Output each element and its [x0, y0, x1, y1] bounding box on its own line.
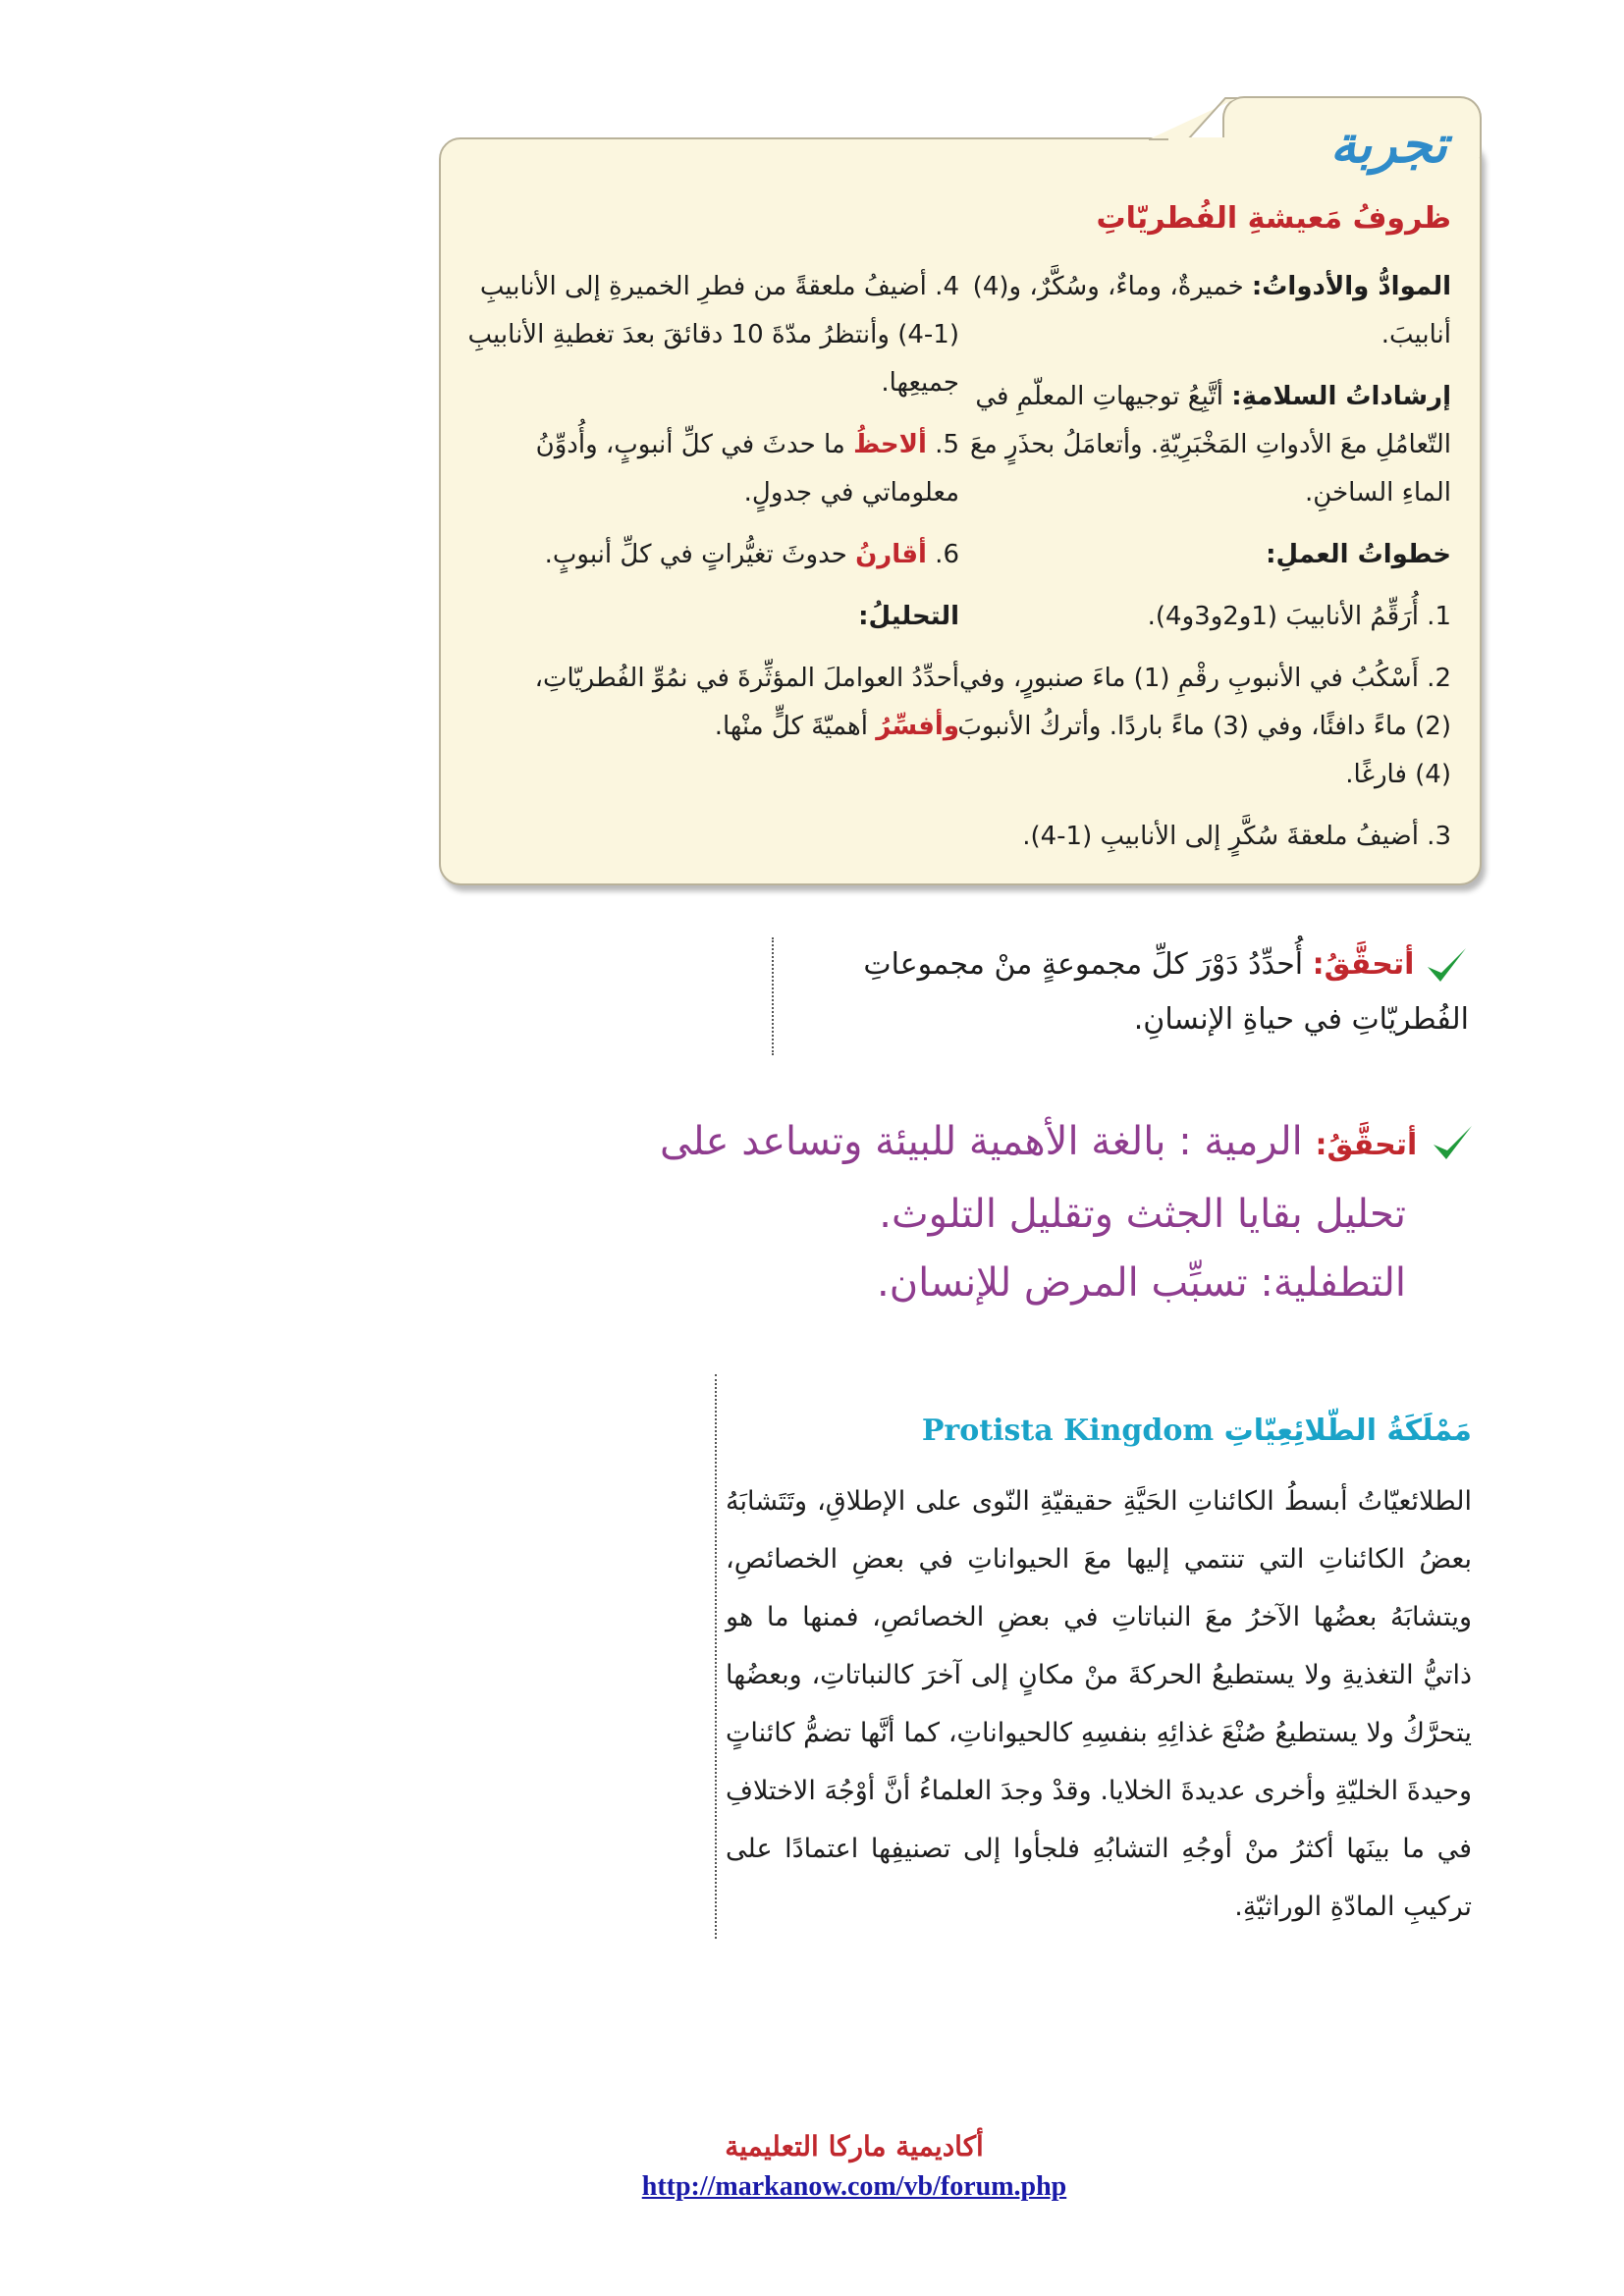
step-4: 4. أضيفُ ملعقةً من فطرِ الخميرةِ إلى الأنابيبِ (1-4) وأنتظرُ مدّةَ 10 دقائقَ بعدَ تغطيةِ الأنابيبِ جميعِها. — [467, 272, 959, 398]
step-5-text: ما حدثَ في كلِّ أنبوبٍ، وأُدوِّنُ معلوماتي في جدولٍ. — [535, 430, 959, 507]
step-6 — [459, 531, 959, 579]
analysis-red: وأفسِّرُ — [876, 712, 959, 741]
section-divider — [715, 1374, 717, 1939]
footer-link[interactable]: http://markanow.com/vb/forum.php — [641, 2171, 1067, 2202]
check-label: أتحقَّقُ: — [1312, 947, 1415, 982]
analysis-text: أحدِّدُ العواملَ المؤثِّرةَ في نمُوِّ الفُطريّاتِ، — [534, 664, 959, 693]
check-answer — [493, 1107, 1475, 1317]
step-1: 1. أُرَقِّمُ الأنابيبَ (1و2و3و4). — [1147, 602, 1451, 631]
step-6-text: حدوثَ تغيُّراتٍ في كلِّ أنبوبٍ. — [544, 540, 856, 569]
protista-title-en: Protista Kingdom — [921, 1414, 1215, 1448]
materials-text: خميرةٌ، وماءٌ، وسُكَّرٌ، و(4) أنابيبَ. — [972, 272, 1451, 349]
step-2: 2. أَسْكُبُ في الأنبوبِ رقْمِ (1) ماءَ صنبورٍ، وفي (2) ماءً دافئًا، وفي (3) ماءً باردًا. وأتركُ الأنبوبَ (4) فارغًا. — [957, 664, 1451, 789]
protista-paragraph: الطلائعيّاتُ أبسطُ الكائناتِ الحَيَّةِ حقيقيّةِ النّوى على الإطلاقِ، وتَتَشابَهُ بعضُ الكائناتِ التي تنتمي إليها معَ الحيواناتِ في بعضِ الخصائصِ، ويتشابَهُ بعضُها الآخرُ معَ النباتاتِ في بعضِ الخصائصِ، فمنها ما هو ذاتيُّ التغذيةِ ولا يستطيعُ الحركةَ منْ مكانٍ إلى آخرَ كالنباتاتِ، وبعضُها يتحرَّكُ ولا يستطيعُ صُنْعَ غذائِهِ بنفسِهِ كالحيواناتِ، كما أنَّها تضمُّ كائناتٍ وحيدةَ الخليّةِ وأخرى عديدةَ الخلايا. وقدْ وجدَ العلماءُ أنَّ أوْجُهَ الاختلافِ في ما بينَها أكثرُ منْ أوجُهِ التشابُهِ فلجأوا إلى تصنيفِها اعتمادًا على تركيبِ المادّةِ الوراثيّةِ. — [726, 1486, 1472, 1922]
step-6-number: 6. — [926, 540, 959, 569]
check-divider — [772, 937, 774, 1055]
safety-label: إرشاداتُ السلامةِ: — [1231, 382, 1451, 411]
step-5 — [459, 421, 959, 517]
answer-label: أتحقَّقُ: — [1315, 1128, 1418, 1162]
step-5-label: ألاحظُ — [853, 430, 927, 459]
safety-text: أتَّبِعُ توجيهاتِ المعلّمِ في التّعامُلِ معَ الأدواتِ المَخْبَرِيّةِ. وأتعامَلُ بحذَرٍ معَ الماءِ الساخنِ. — [970, 382, 1451, 507]
safety — [941, 373, 1451, 517]
experiment-column-right — [941, 263, 1451, 875]
materials-label: الموادُّ والأدواتُ: — [1251, 272, 1451, 301]
step-3: 3. أضيفُ ملعقةَ سُكَّرٍ إلى الأنابيبِ (1-4). — [1022, 822, 1451, 851]
protista-title — [912, 1414, 1472, 1448]
check-mark-icon — [1430, 1121, 1475, 1166]
check-question — [782, 937, 1469, 1047]
analysis-label: التحليلُ: — [858, 602, 959, 631]
answer-line-2: تحليل بقايا الجثث وتقليل التلوث. — [879, 1192, 1406, 1237]
materials — [941, 263, 1451, 359]
analysis-end: أهميّةَ كلٍّ منْها. — [714, 712, 877, 741]
experiment-column-left — [459, 263, 959, 765]
answer-text-1: الرمية : بالغة الأهمية للبيئة وتساعد على — [660, 1119, 1303, 1164]
step-6-label: أقارنُ — [855, 540, 927, 569]
step-5-number: 5. — [926, 430, 959, 459]
experiment-title: تجربة — [1329, 116, 1447, 175]
answer-line-3: التطفلية: تسبِّب المرض للإنسان. — [877, 1260, 1406, 1306]
footer-academy-name: أكاديمية ماركا التعليمية — [725, 2130, 984, 2163]
protista-title-ar: مَمْلَكَةُ الطّلائِعِيّاتِ — [1223, 1414, 1472, 1448]
experiment-subtitle: ظروفُ مَعيشةِ الفُطريّاتِ — [1096, 201, 1451, 236]
experiment-tab-slant — [1149, 92, 1237, 141]
check-text: أُحدِّدُ دَوْرَ كلِّ مجموعةٍ منْ مجموعاتِ الفُطريّاتِ في حياةِ الإنسانِ. — [863, 947, 1469, 1037]
answer-line-1 — [493, 1107, 1475, 1180]
check-mark-icon — [1424, 943, 1469, 988]
steps-label: خطواتُ العملِ: — [1266, 540, 1451, 569]
analysis — [459, 655, 959, 751]
